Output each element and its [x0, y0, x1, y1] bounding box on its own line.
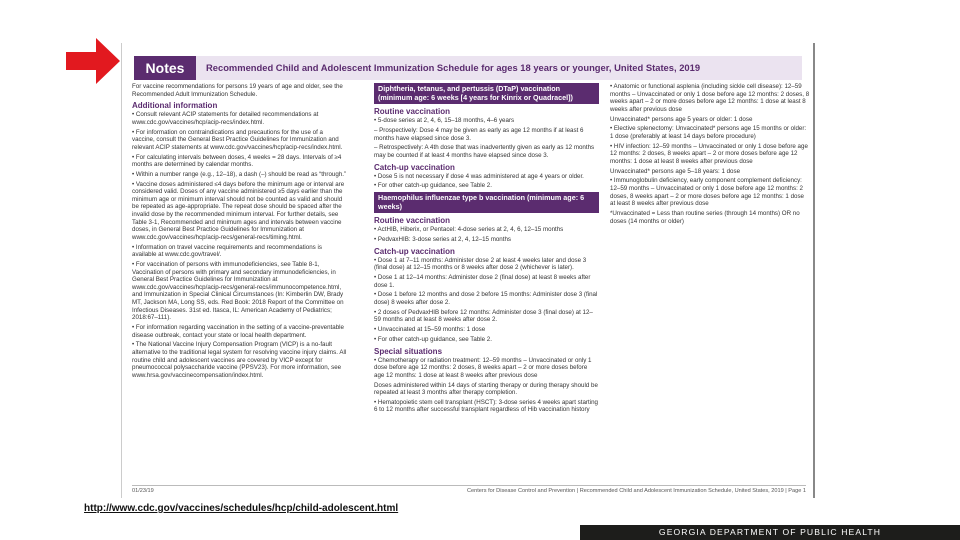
paragraph: • For information regarding vaccination in the setting of a vaccine-preventable disease outbreak, contact your state or local health department. [132, 323, 344, 339]
paragraph: • 2 doses of PedvaxHIB before 12 months: Administer dose 3 (final dose) at 12–59 months and at least 8 weeks after dose 2. [374, 308, 593, 324]
section-heading: Routine vaccination [374, 216, 451, 226]
paragraph: • Vaccine doses administered ≤4 days before the minimum age or interval are considered valid. Doses of any vaccine administered ≥5 days earlier than the minimum age or minimum interval should not be counted as valid and should be repeated as age-appropriate. The repeat dose should be spaced after the invalid dose by the recommended minimum interval. For further details, see Table 3-1, Recommended and minimum ages and intervals between vaccine doses, in General Best Practice Guidelines for Immunization at www.cdc.gov/vaccines/hcp/acip-recs/general-recs/timing.html. [132, 180, 345, 241]
paragraph: • For information on contraindications and precautions for the use of a vaccine, consult the General Best Practice Guidelines for Immunization and relevant ACIP statements at www.cdc.gov/vaccines/hcp/acip-recs/index.html. [132, 128, 343, 151]
paragraph: • The National Vaccine Injury Compensation Program (VICP) is a no-fault alternative to the traditional legal system for resolving vaccine injury claims. All routine child and adolescent vaccines are covered by VICP except for pneumococcal polysaccharide vaccine (PPSV23). For more information, see www.hrsa.gov/vaccinecompensation/index.html. [132, 341, 347, 379]
paragraph: – Prospectively: Dose 4 may be given as early as age 12 months if at least 6 months have elapsed since dose 3. [374, 126, 584, 142]
paragraph: • Immunoglobulin deficiency, early component complement deficiency: 12–59 months – Unvaccinated or only 1 dose before age 12 months: 2 doses, 8 weeks apart – 2 or more doses before age 12 months: 1 dose at least 8 weeks after previous dose [610, 177, 804, 208]
paragraph: • For other catch-up guidance, see Table 2. [374, 335, 492, 343]
footer-date: 01/23/19 [132, 488, 154, 494]
notes-label: Notes [134, 56, 196, 80]
paragraph: Unvaccinated* persons age 5–18 years: 1 dose [610, 167, 741, 175]
column-right [610, 83, 810, 481]
paragraph: • Consult relevant ACIP statements for detailed recommendations at www.cdc.gov/vaccines/hcp/acip-recs/index.html. [132, 111, 319, 126]
document-footer [132, 485, 806, 494]
paragraph: • Hematopoietic stem cell transplant (HSCT): 3-dose series 4 weeks apart starting 6 to 12 months after successful transplant regardless of Hib vaccination history [374, 398, 598, 414]
paragraph: • Dose 5 is not necessary if dose 4 was administered at age 4 years or older. [374, 172, 584, 180]
paragraph: • 5-dose series at 2, 4, 6, 15–18 months, 4–6 years [374, 117, 515, 125]
notes-banner [134, 56, 802, 80]
paragraph: • Chemotherapy or radiation treatment: 12–59 months – Unvaccinated or only 1 dose before age 12 months: 2 doses, 8 weeks apart – 2 or more doses before age 12 months: 1 dose at least 8 weeks after previous dose [374, 356, 592, 379]
schedule-document [121, 43, 815, 498]
footer-source: Centers for Disease Control and Prevention | Recommended Child and Adolescent Immunization Schedule, United States, 2019 | Page 1 [466, 488, 806, 494]
column-left [132, 83, 347, 481]
paragraph: For vaccine recommendations for persons 19 years of age and older, see the Recommended Adult Immunization Schedule. [132, 83, 343, 98]
vaccine-heading-box: Haemophilus influenzae type b vaccination (minimum age: 6 weeks) [374, 192, 599, 213]
section-heading: Catch-up vaccination [374, 162, 455, 172]
paragraph: • ActHIB, Hiberix, or Pentacel: 4-dose series at 2, 4, 6, 12–15 months [374, 226, 564, 234]
paragraph: • Dose 1 at 12–14 months: Administer dose 2 (final dose) at least 8 weeks after dose 1. [374, 274, 591, 289]
paragraph: • Dose 1 before 12 months and dose 2 before 15 months: Administer dose 3 (final dose) 8 weeks after dose 2. [374, 291, 598, 306]
section-heading: Routine vaccination [374, 107, 451, 117]
section-heading: Catch-up vaccination [374, 246, 455, 256]
organization-footer: GEORGIA DEPARTMENT OF PUBLIC HEALTH [580, 525, 960, 540]
paragraph: • PedvaxHIB: 3-dose series at 2, 4, 12–15 months [374, 236, 511, 244]
column-middle [374, 83, 599, 481]
paragraph: • Elective splenectomy: Unvaccinated* persons age 15 months or older: 1 dose (preferably at least 14 days before procedure) [610, 125, 807, 140]
section-heading: Special situations [374, 346, 443, 356]
paragraph: Doses administered within 14 days of starting therapy or during therapy should be repeated at least 3 months after therapy completion. [374, 381, 598, 397]
red-arrow-icon [66, 38, 120, 84]
paragraph: – Retrospectively: A 4th dose that was inadvertently given as early as 12 months may be counted if at least 4 months have elapsed since dose 3. [374, 144, 595, 159]
paragraph: • Dose 1 at 7–11 months: Administer dose 2 at least 4 weeks later and dose 3 (final dose) at 12–15 months or 8 weeks after dose 2 (whichever is later). [374, 256, 587, 272]
paragraph: • Anatomic or functional asplenia (including sickle cell disease): 12–59 months – Unvaccinated or only 1 dose before age 12 months: 2 doses, 8 weeks apart – 2 or more doses before age 12 months: 1 dose at least 8 weeks after previous dose [610, 83, 810, 113]
paragraph: Unvaccinated* persons age 5 years or older: 1 dose [610, 115, 753, 123]
paragraph: • Unvaccinated at 15–59 months: 1 dose [374, 326, 486, 334]
paragraph: • HIV infection: 12–59 months – Unvaccinated or only 1 dose before age 12 months: 2 doses, 8 weeks apart – 2 or more doses before age 12 months: 1 dose at least 8 weeks after previous dose [610, 142, 808, 165]
paragraph: • Within a number range (e.g., 12–18), a dash (–) should be read as “through.” [132, 170, 347, 178]
section-heading: Additional information [132, 101, 218, 111]
vaccine-heading-box: Diphtheria, tetanus, and pertussis (DTaP) vaccination (minimum age: 6 weeks [4 years for Kinrix or Quadracel]) [374, 83, 599, 104]
source-url-link[interactable]: http://www.cdc.gov/vaccines/schedules/hcp/child-adolescent.html [84, 503, 399, 514]
document-title: Recommended Child and Adolescent Immunization Schedule for ages 18 years or younger, United States, 2019 [206, 62, 701, 73]
paragraph: • Information on travel vaccine requirements and recommendations is available at www.cdc.gov/travel/. [132, 243, 322, 259]
paragraph: • For vaccination of persons with immunodeficiencies, see Table 8-1, Vaccination of persons with primary and secondary immunodeficiencies, in General Best Practice Guidelines for Immunization at www.cdc.gov/vaccines/hcp/acip-recs/general-recs/immunocompetence.html, and Immunization in Special Clinical Circumstances (In: Kimberlin DW, Brady MT, Jackson MA, Long SS, eds. Red Book: 2018 Report of the Committee on Infectious Diseases. 31st ed. Itasca, IL: American Academy of Pediatrics; 2018:67–111). [132, 261, 344, 322]
paragraph: • For other catch-up guidance, see Table 2. [374, 182, 492, 190]
paragraph: *Unvaccinated = Less than routine series (through 14 months) OR no doses (14 months or older) [610, 210, 800, 225]
paragraph: • For calculating intervals between doses, 4 weeks = 28 days. Intervals of ≥4 months are determined by calendar months. [132, 153, 342, 169]
